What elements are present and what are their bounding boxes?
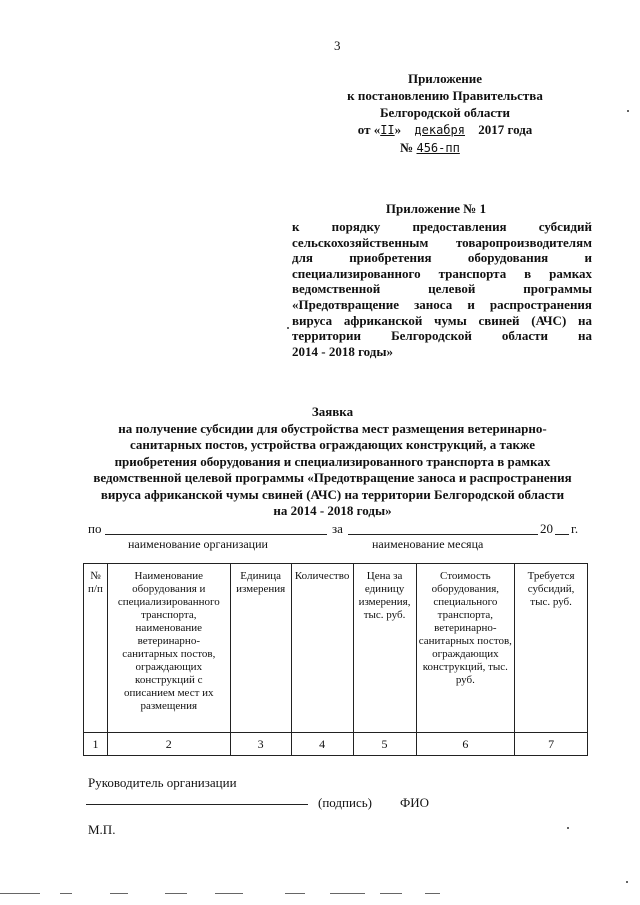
appendix1-line [292,313,592,329]
appendix1-word: транспорта [438,265,507,281]
appendix1-line [292,297,592,313]
signature-field[interactable] [86,804,308,805]
appendix1-line [292,266,592,282]
appendix1-word: для [292,250,313,266]
date-day: II [380,123,395,137]
appendix1-word: в [524,265,532,281]
header-name: Наименование оборудования и специализированного транспорта, наименование ветеринарно-санитарных постов, ограждающих конструкций с описанием мест их размещения [107,564,230,733]
fio-label: ФИО [400,795,430,810]
year-field[interactable] [555,534,569,535]
col-number-4: 4 [291,733,353,756]
page-number: 3 [334,38,341,53]
appendix1-word: оборудования [467,250,549,266]
month-name-field[interactable] [348,534,538,535]
appendix1-word: на [578,312,592,328]
appendix1-line [292,250,592,266]
appendix1-word: «Предотвращение [292,296,399,312]
col-number-5: 5 [353,733,416,756]
appendix1-word: и [584,250,592,266]
appendix1-word: 2014 - 2018 годы» [292,343,394,359]
header-cost: Стоимость оборудования, специального транспорта, ветеринарно-санитарных постов, ограждающих конструкций, тыс. руб. [416,564,515,733]
fill-row [88,521,588,555]
appendix1-line [292,281,592,297]
appendix-header-number [330,139,560,157]
date-prefix: от « [357,122,381,137]
table-row [84,733,588,756]
col-number-3: 3 [230,733,291,756]
appendix1-word: Белгородской [391,328,472,344]
appendix1-word: к [292,219,300,234]
header-unit-price: Цена за единицу измерения, тыс. руб. [353,564,416,733]
scan-edge-artifact [0,893,640,895]
col-number-1: 1 [84,733,108,756]
col-number-6: 6 [416,733,515,756]
appendix-header-line2: к постановлению Правительства [347,88,543,103]
appendix1-word: и [467,296,475,312]
appendix1-word: области [501,328,548,344]
appendix1-word: территории [292,328,362,344]
date-month: декабря [414,123,465,137]
organization-name-field[interactable] [105,534,327,535]
appendix1-line [292,328,592,344]
fill-year-label: 20 [540,521,553,536]
appendix1-title: Приложение № 1 [385,201,487,216]
date-year: 2017 года [478,122,533,137]
appendix1-word: порядку [331,219,381,234]
appendix1-word: целевой [428,281,476,297]
appendix1-word: ведомственной [292,281,381,297]
scan-speck [567,827,569,829]
appendix1-word: товаропроизводителям [455,234,592,250]
date-mid: » [394,122,402,137]
appendix-header-title: Приложение [407,71,483,86]
appendix1-word: вируса [292,312,333,328]
caption-organization: наименование организации [128,537,268,551]
appendix1-word: свиней [478,312,520,328]
appendix1-line [292,235,592,251]
appendix-header-date [330,121,560,139]
request-title: Заявка [311,404,354,419]
appendix1-word: специализированного [292,265,421,281]
appendix1-word: заноса [414,296,453,312]
stamp-place-label: М.П. [88,822,116,837]
request-block [80,404,585,520]
appendix1-line [292,219,592,235]
appendix1-word: чумы [434,312,467,328]
col-number-7: 7 [515,733,588,756]
table-header-row [84,564,588,733]
request-line-1: на получение субсидии для обустройства мест размещения ветеринарно- [118,420,547,436]
header-unit: Единица измерения [230,564,291,733]
appendix1-word: (АЧС) [531,312,567,328]
appendix1-word: сельскохозяйственным [292,234,429,250]
appendix1-word: распространения [489,296,592,312]
scan-speck [287,327,289,329]
appendix1-word: рамках [549,265,592,281]
request-table [83,563,588,756]
request-line-4: ведомственной целевой программы «Предотвращение заноса и распространения [93,470,572,485]
fill-g-label: г. [571,521,579,536]
number-prefix: № [400,140,414,155]
appendix1-text [292,219,592,359]
header-number: № п/п [84,564,108,733]
head-of-organization-label: Руководитель организации [88,775,237,790]
number-value: 456-пп [416,141,460,155]
appendix1-word: приобретения [349,250,432,266]
fill-po-label: по [88,521,102,536]
request-line-6: на 2014 - 2018 годы» [273,503,392,518]
appendix1-word: африканской [343,312,423,328]
caption-month: наименование месяца [372,537,484,551]
fill-za-label: за [332,521,343,536]
scan-speck [626,881,628,883]
request-line-5: вируса африканской чумы свиней (АЧС) на территории Белгородской области [100,486,565,502]
header-quantity: Количество [291,564,353,733]
appendix1-word: субсидий [538,219,592,234]
header-subsidy: Требуется субсидий, тыс. руб. [515,564,588,733]
appendix1-line [292,344,592,360]
scan-speck [627,110,629,112]
col-number-2: 2 [107,733,230,756]
request-line-3: приобретения оборудования и специализированного транспорта в рамках [114,453,551,469]
appendix1-word: программы [523,281,592,297]
resolution-appendix-header [330,70,560,157]
signature-caption: (подпись) [318,795,372,810]
appendix-header-line3: Белгородской области [379,105,511,120]
appendix1-word: предоставления [412,219,507,234]
request-line-2: санитарных постов, устройства ограждающих конструкций, а также [129,437,536,452]
appendix1-word: на [578,328,592,344]
